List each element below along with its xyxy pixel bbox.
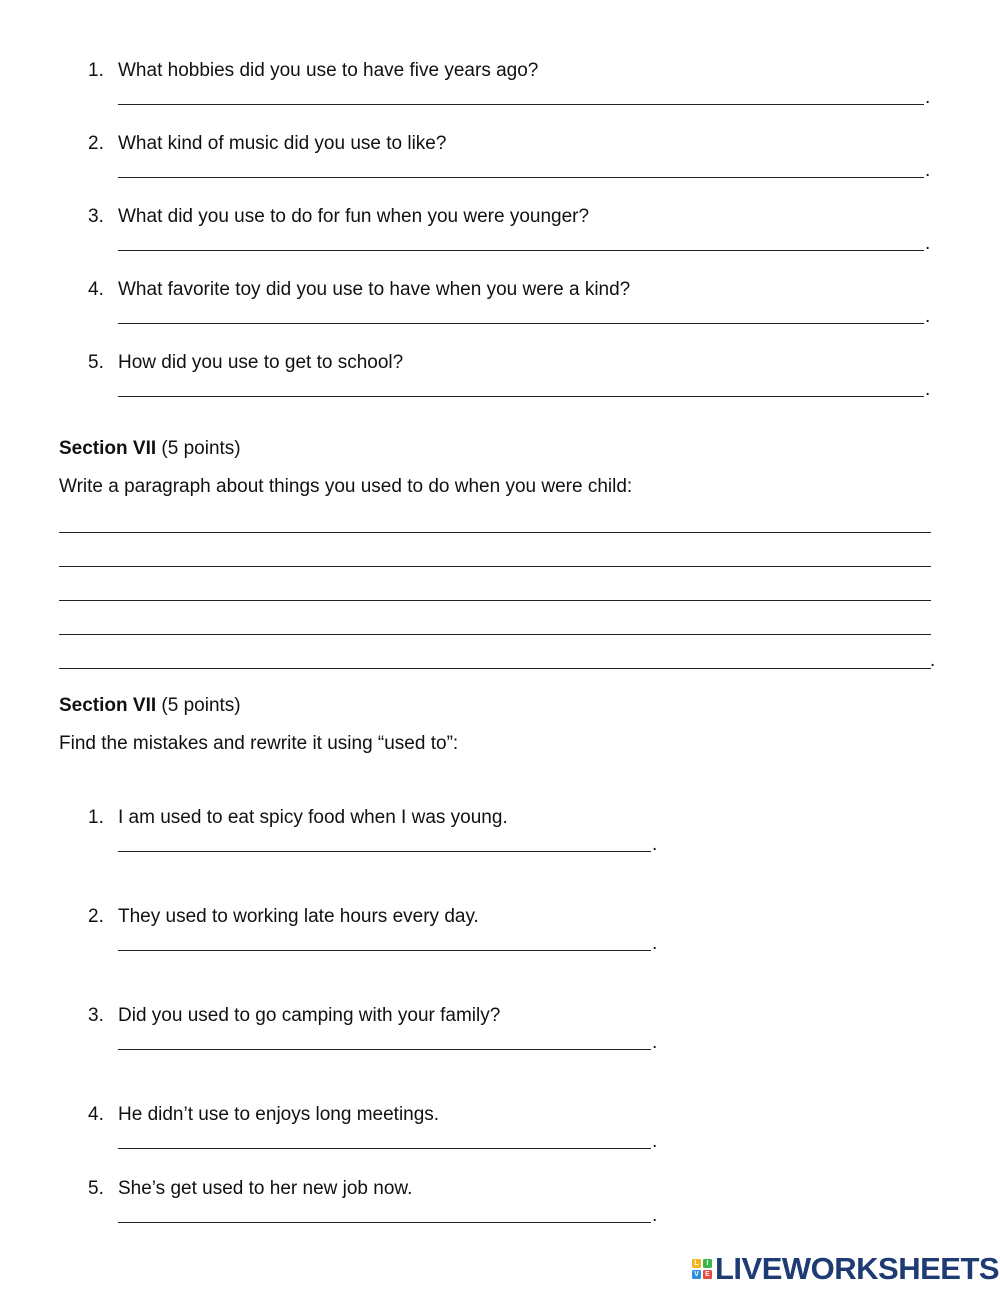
question-number: 5.	[88, 1178, 104, 1199]
section-instruction: Write a paragraph about things you used to do when you were child:	[59, 476, 633, 497]
question-number: 2.	[88, 133, 104, 154]
answer-field-a3[interactable]	[118, 229, 924, 251]
line-end-period: .	[925, 87, 931, 108]
section-heading	[59, 695, 241, 717]
question-number: 1.	[88, 60, 104, 81]
line-end-period: .	[925, 160, 931, 181]
question-text: What kind of music did you use to like?	[118, 133, 447, 154]
question-text: Did you used to go camping with your family?	[118, 1005, 501, 1026]
paragraph-line-2[interactable]	[59, 545, 931, 567]
logo-text: LIVEWORKSHEETS	[715, 1251, 1000, 1286]
section-points: (5 points)	[161, 438, 241, 459]
answer-field-a2[interactable]	[118, 156, 924, 178]
line-end-period: .	[930, 650, 936, 671]
question-number: 3.	[88, 206, 104, 227]
question-text: What hobbies did you use to have five years ago?	[118, 60, 539, 81]
answer-field-a1[interactable]	[118, 83, 924, 105]
line-end-period: .	[652, 1131, 658, 1152]
line-end-period: .	[925, 306, 931, 327]
paragraph-line-4[interactable]	[59, 613, 931, 635]
logo-mark-l: L	[692, 1259, 701, 1268]
question-text: They used to working late hours every day.	[118, 906, 479, 927]
answer-field-a4[interactable]	[118, 302, 924, 324]
question-text: What did you use to do for fun when you were younger?	[118, 206, 590, 227]
logo-mark-i: I	[703, 1259, 712, 1268]
question-number: 3.	[88, 1005, 104, 1026]
question-text: She’s get used to her new job now.	[118, 1178, 413, 1199]
section-points: (5 points)	[161, 695, 241, 716]
logo-mark-icon	[692, 1259, 712, 1279]
answer-field-c3[interactable]	[118, 1028, 651, 1050]
question-number: 1.	[88, 807, 104, 828]
question-text: How did you use to get to school?	[118, 352, 404, 373]
answer-field-c5[interactable]	[118, 1201, 651, 1223]
answer-field-c2[interactable]	[118, 929, 651, 951]
answer-field-a5[interactable]	[118, 375, 924, 397]
line-end-period: .	[925, 233, 931, 254]
line-end-period: .	[652, 1205, 658, 1226]
section-heading	[59, 438, 241, 460]
question-text: I am used to eat spicy food when I was young.	[118, 807, 508, 828]
logo-mark-v: V	[692, 1270, 701, 1279]
section-title: Section VII	[59, 695, 157, 716]
liveworksheets-logo	[692, 1252, 999, 1286]
paragraph-line-5[interactable]	[59, 647, 931, 669]
question-number: 4.	[88, 1104, 104, 1125]
paragraph-line-3[interactable]	[59, 579, 931, 601]
question-number: 5.	[88, 352, 104, 373]
answer-field-c4[interactable]	[118, 1127, 651, 1149]
question-number: 4.	[88, 279, 104, 300]
answer-field-c1[interactable]	[118, 830, 651, 852]
line-end-period: .	[652, 834, 658, 855]
line-end-period: .	[652, 1032, 658, 1053]
logo-mark-e: E	[703, 1270, 712, 1279]
paragraph-line-1[interactable]	[59, 511, 931, 533]
question-text: What favorite toy did you use to have when you were a kind?	[118, 279, 631, 300]
section-title: Section VII	[59, 438, 157, 459]
question-text: He didn’t use to enjoys long meetings.	[118, 1104, 440, 1125]
line-end-period: .	[925, 379, 931, 400]
line-end-period: .	[652, 933, 658, 954]
section-instruction: Find the mistakes and rewrite it using “used to”:	[59, 733, 459, 754]
question-number: 2.	[88, 906, 104, 927]
